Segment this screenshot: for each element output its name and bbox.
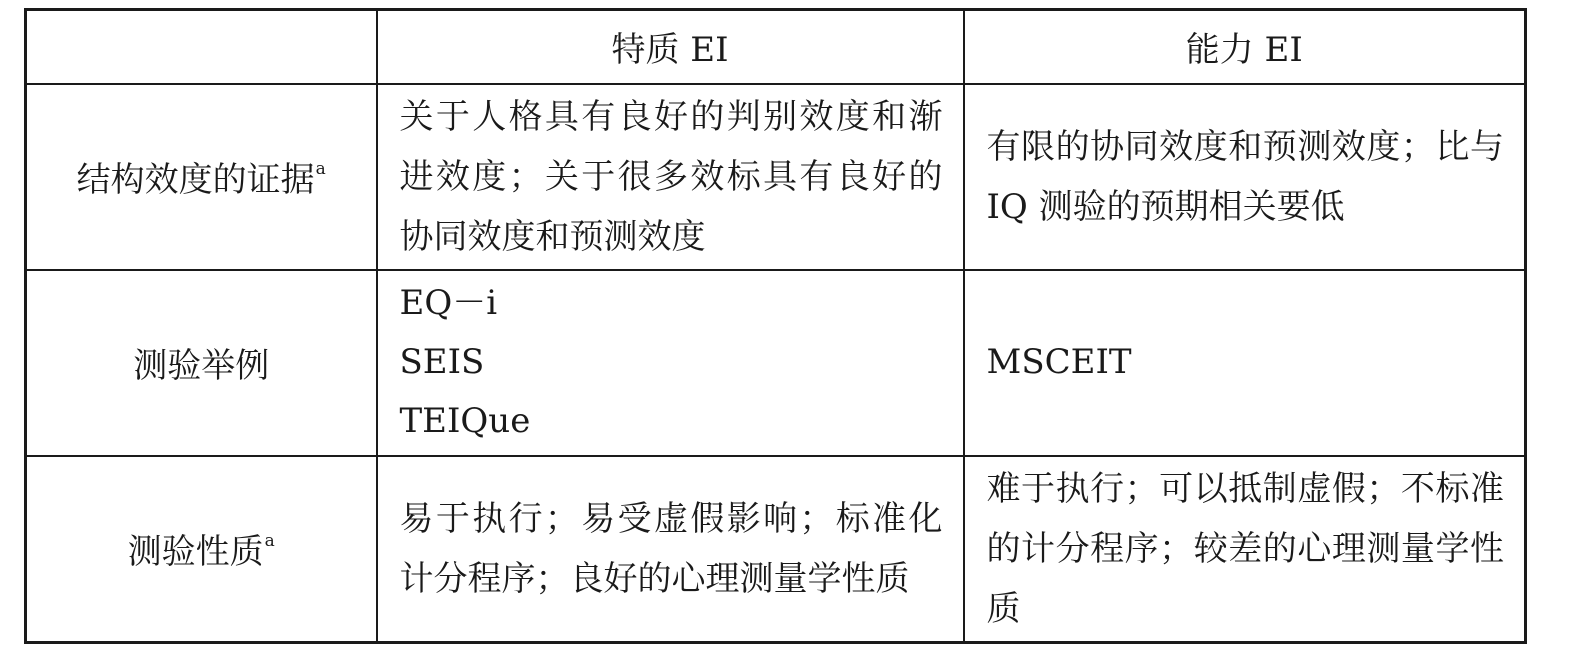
- cell-trait-test-properties: [377, 456, 964, 643]
- header-row: [26, 10, 1526, 84]
- cell-text: 难于执行；可以抵制虚假；不标准的计分程序；较差的心理测量学性质: [986, 468, 1504, 629]
- header-ability-ei: 能力 EI: [964, 10, 1526, 84]
- row-label-text: 测验性质: [127, 532, 264, 573]
- cell-ability-test-examples: [964, 270, 1526, 456]
- header-trait-ei: 特质 EI: [377, 10, 964, 84]
- row-label-test-properties: [26, 456, 377, 643]
- table-row: [26, 84, 1526, 270]
- list-item: TEIQue: [399, 401, 531, 441]
- cell-trait-test-examples: [377, 270, 964, 456]
- list-item: MSCEIT: [986, 342, 1132, 382]
- footnote-marker: a: [264, 531, 275, 552]
- cell-ability-test-properties: [964, 456, 1526, 643]
- cell-text: 关于人格具有良好的判别效度和渐进效度；关于很多效标具有良好的协同效度和预测效度: [399, 96, 943, 257]
- trait-test-list: [378, 274, 963, 451]
- row-label-construct-validity: [26, 84, 377, 270]
- cell-ability-construct-validity: [964, 84, 1526, 270]
- list-item: EQ－i: [399, 283, 498, 323]
- list-item: SEIS: [399, 342, 485, 382]
- cell-trait-construct-validity: [377, 84, 964, 270]
- corner-cell: [26, 10, 377, 84]
- row-label-text: 测验举例: [133, 346, 270, 386]
- cell-text: 有限的协同效度和预测效度；比与 IQ 测验的预期相关要低: [986, 126, 1504, 227]
- row-label-text: 结构效度的证据: [76, 160, 315, 200]
- footnote-marker: a: [315, 159, 326, 179]
- ability-test-list: [965, 333, 1525, 392]
- row-label-test-examples: [26, 270, 377, 456]
- table-row: [26, 456, 1526, 643]
- ei-comparison-table: [24, 8, 1527, 644]
- table-row: [26, 270, 1526, 456]
- cell-text: 易于执行；易受虚假影响；标准化计分程序；良好的心理测量学性质: [399, 498, 943, 599]
